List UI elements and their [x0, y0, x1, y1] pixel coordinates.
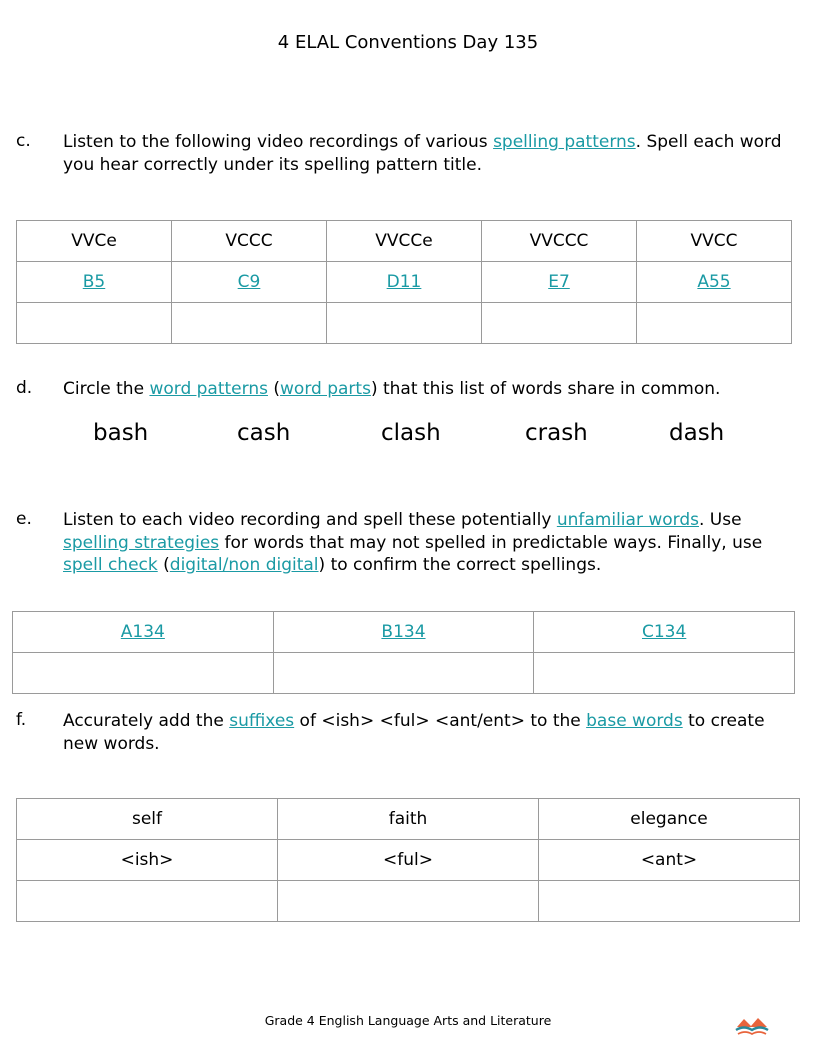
- section-c-text-2: . Spell each word you hear correctly under its spelling pattern title.: [63, 132, 782, 175]
- answer-cell[interactable]: [637, 303, 792, 344]
- pattern-header: VCCC: [172, 221, 327, 262]
- word-cash[interactable]: cash: [237, 420, 291, 446]
- table-row: [13, 653, 795, 694]
- table-row: [17, 262, 792, 303]
- section-f-text-2: of <ish> <ful> <ant/ent> to the: [294, 711, 587, 731]
- answer-cell[interactable]: [278, 881, 539, 922]
- recording-link-b134[interactable]: B134: [381, 622, 426, 642]
- table-row: [17, 303, 792, 344]
- word-parts-link[interactable]: word parts: [280, 379, 371, 399]
- section-d-text-3: ) that this list of words share in common.: [370, 379, 721, 399]
- section-d-marker: d.: [16, 378, 33, 398]
- section-e-marker: e.: [16, 509, 32, 529]
- pattern-header: VVCCe: [327, 221, 482, 262]
- table-row: [17, 221, 792, 262]
- recording-link-c134[interactable]: C134: [641, 622, 687, 642]
- word-crash[interactable]: crash: [525, 420, 588, 446]
- word-patterns-link[interactable]: word patterns: [149, 379, 268, 399]
- recording-link-d11[interactable]: D11: [386, 272, 422, 292]
- answer-cell[interactable]: [273, 653, 534, 694]
- answer-cell[interactable]: [17, 303, 172, 344]
- spelling-pattern-table: [16, 220, 792, 344]
- recording-link-a55[interactable]: A55: [697, 272, 731, 292]
- answer-cell[interactable]: [327, 303, 482, 344]
- word-dash[interactable]: dash: [669, 420, 725, 446]
- section-d-text-2: (: [267, 379, 281, 399]
- suffixes-link[interactable]: suffixes: [229, 711, 295, 731]
- pattern-header: VVCe: [17, 221, 172, 262]
- answer-cell[interactable]: [482, 303, 637, 344]
- digital-non-digital-link[interactable]: digital/non digital: [169, 555, 319, 575]
- suffix-cell: <ish>: [17, 840, 278, 881]
- section-f-marker: f.: [16, 710, 27, 730]
- word-clash[interactable]: clash: [381, 420, 441, 446]
- base-word-cell: faith: [278, 799, 539, 840]
- section-e-text-1: Listen to each video recording and spell these potentially: [63, 510, 557, 530]
- recording-link-b5[interactable]: B5: [82, 272, 106, 292]
- section-f-text-1: Accurately add the: [63, 711, 230, 731]
- recording-link-e7[interactable]: E7: [548, 272, 570, 292]
- word-list: [0, 420, 816, 454]
- base-word-cell: self: [17, 799, 278, 840]
- table-row: [17, 799, 800, 840]
- table-row: [13, 612, 795, 653]
- page-title: 4 ELAL Conventions Day 135: [277, 32, 539, 53]
- section-f-text-3: to create new words.: [63, 711, 765, 754]
- base-words-link[interactable]: base words: [586, 711, 683, 731]
- spelling-patterns-link[interactable]: spelling patterns: [493, 132, 636, 152]
- answer-cell[interactable]: [534, 653, 795, 694]
- recording-link-c9[interactable]: C9: [237, 272, 261, 292]
- unfamiliar-words-link[interactable]: unfamiliar words: [556, 510, 699, 530]
- section-e-text-5: ) to confirm the correct spellings.: [318, 555, 602, 575]
- book-wave-logo-icon: [735, 1014, 769, 1038]
- section-d-text-1: Circle the: [63, 379, 150, 399]
- section-f-instructions: [63, 710, 793, 755]
- section-e-text-4: (: [157, 555, 170, 575]
- answer-cell[interactable]: [539, 881, 800, 922]
- suffix-cell: <ful>: [278, 840, 539, 881]
- unfamiliar-words-table: [12, 611, 795, 694]
- answer-cell[interactable]: [13, 653, 274, 694]
- pattern-header: VVCCC: [482, 221, 637, 262]
- section-c-marker: c.: [16, 131, 31, 151]
- recording-link-a134[interactable]: A134: [120, 622, 165, 642]
- page-footer: Grade 4 English Language Arts and Literature: [264, 1013, 552, 1028]
- section-e-instructions: [63, 509, 793, 577]
- spelling-strategies-link[interactable]: spelling strategies: [63, 532, 220, 553]
- answer-cell[interactable]: [17, 881, 278, 922]
- suffix-cell: <ant>: [539, 840, 800, 881]
- section-c-text-1: Listen to the following video recordings of various: [63, 132, 494, 152]
- base-word-cell: elegance: [539, 799, 800, 840]
- table-row: [17, 881, 800, 922]
- table-row: [17, 840, 800, 881]
- suffix-table: [16, 798, 800, 922]
- section-d-instructions: [63, 378, 793, 401]
- word-bash[interactable]: bash: [93, 420, 149, 446]
- pattern-header: VVCC: [637, 221, 792, 262]
- spell-check-link[interactable]: spell check: [63, 555, 158, 575]
- section-e-text-2: . Use: [698, 510, 742, 530]
- section-c-instructions: [63, 131, 793, 176]
- answer-cell[interactable]: [172, 303, 327, 344]
- section-e-text-3: for words that may not spelled in predictable ways. Finally, use: [219, 532, 763, 553]
